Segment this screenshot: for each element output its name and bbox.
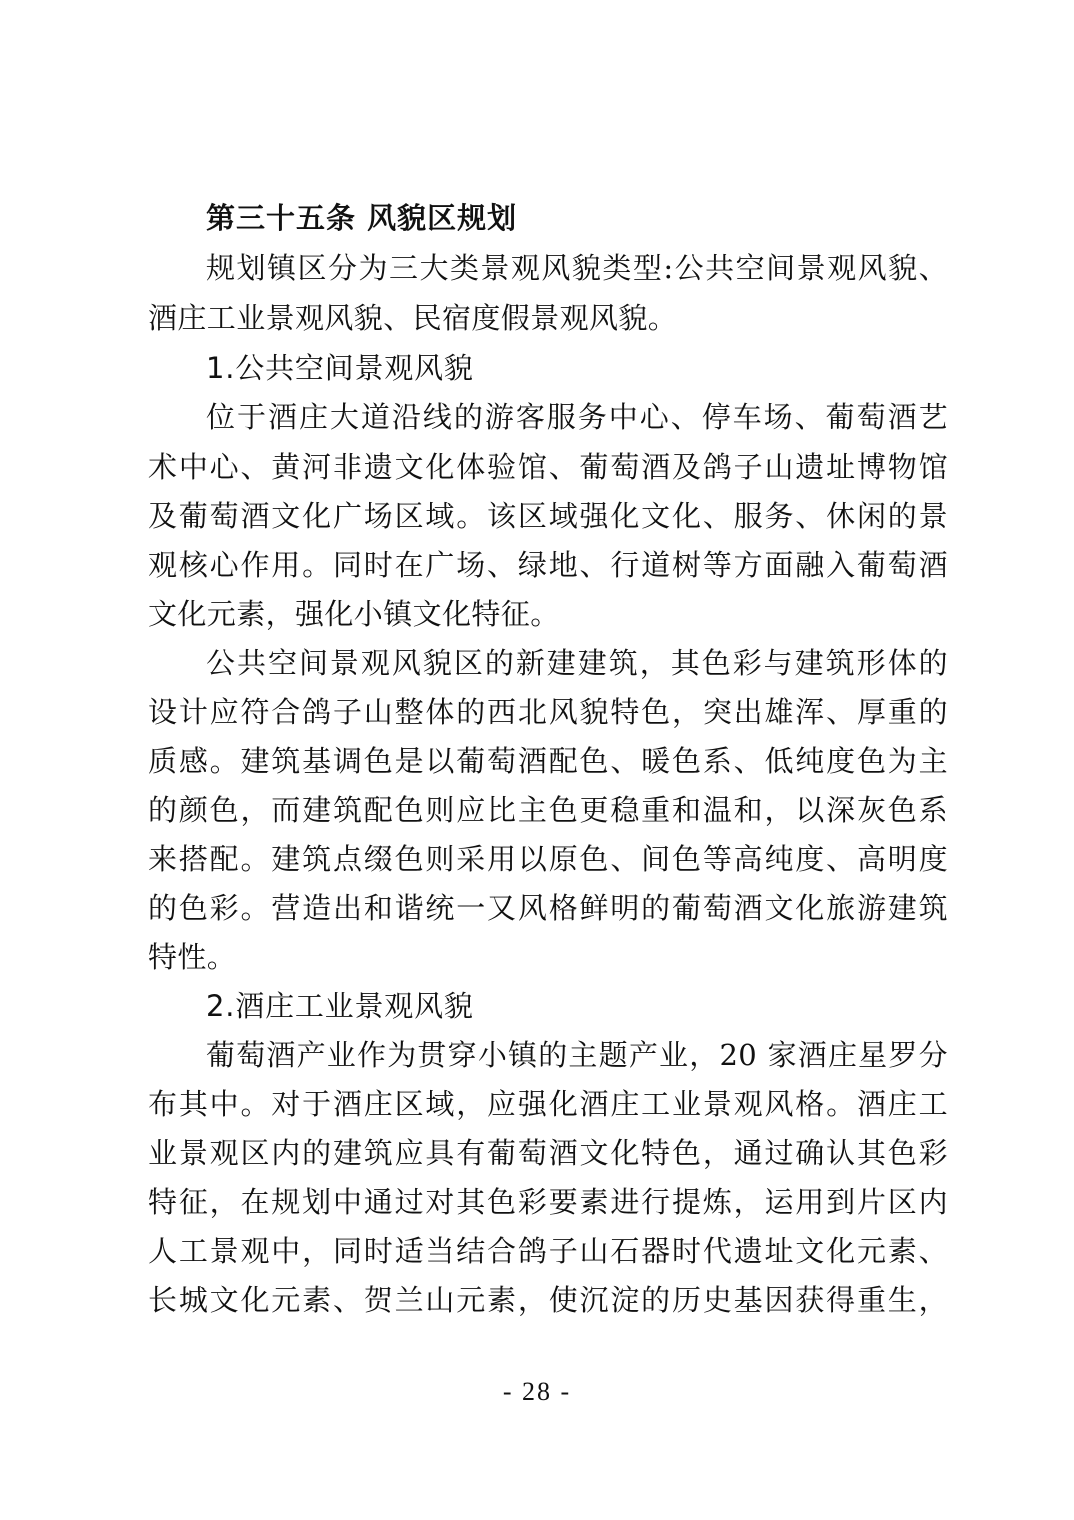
section1-para1-line-3: 及葡萄酒文化广场区域。该区域强化文化、服务、休闲的景	[148, 499, 948, 533]
section1-para2-line-7: 特性。	[148, 940, 237, 974]
section1-para2-line-4: 的颜色，而建筑配色则应比主色更稳重和温和，以深灰色系	[148, 793, 948, 827]
page-number: - 28 -	[502, 1377, 572, 1406]
section1-para1-line-2: 术中心、黄河非遗文化体验馆、葡萄酒及鸽子山遗址博物馆	[148, 450, 948, 484]
section2-para1-line-1: 葡萄酒产业作为贯穿小镇的主题产业，20 家酒庄星罗分	[206, 1038, 948, 1072]
section2-para1-line-3: 业景观区内的建筑应具有葡萄酒文化特色，通过确认其色彩	[148, 1136, 948, 1170]
section2-para1-line-4: 特征，在规划中通过对其色彩要素进行提炼，运用到片区内	[148, 1185, 948, 1219]
section1-para2-line-5: 来搭配。建筑点缀色则采用以原色、间色等高纯度、高明度	[148, 842, 948, 876]
section2-para1-line-6: 长城文化元素、贺兰山元素，使沉淀的历史基因获得重生，	[148, 1283, 948, 1317]
section1-para1-line-5: 文化元素，强化小镇文化特征。	[148, 597, 560, 631]
section1-para2-line-6: 的色彩。营造出和谐统一又风格鲜明的葡萄酒文化旅游建筑	[148, 891, 948, 925]
intro-line-2: 酒庄工业景观风貌、民宿度假景观风貌。	[148, 301, 678, 335]
section1-para1-line-1: 位于酒庄大道沿线的游客服务中心、停车场、葡萄酒艺	[206, 400, 948, 434]
section1-para2-line-3: 质感。建筑基调色是以葡萄酒配色、暖色系、低纯度色为主	[148, 744, 948, 778]
section2-para1-line-2: 布其中。对于酒庄区域，应强化酒庄工业景观风格。酒庄工	[148, 1087, 948, 1121]
section2-title: 2.酒庄工业景观风貌	[206, 989, 474, 1023]
article-title: 第三十五条 风貌区规划	[206, 201, 518, 235]
section1-title: 1.公共空间景观风貌	[206, 351, 474, 385]
section1-para1-line-4: 观核心作用。同时在广场、绿地、行道树等方面融入葡萄酒	[148, 548, 948, 582]
section1-para2-line-2: 设计应符合鸽子山整体的西北风貌特色，突出雄浑、厚重的	[148, 695, 948, 729]
section1-para2-line-1: 公共空间景观风貌区的新建建筑，其色彩与建筑形体的	[206, 646, 948, 680]
section2-para1-line-5: 人工景观中，同时适当结合鸽子山石器时代遗址文化元素、	[148, 1234, 948, 1268]
intro-line-1: 规划镇区分为三大类景观风貌类型:公共空间景观风貌、	[206, 251, 948, 285]
